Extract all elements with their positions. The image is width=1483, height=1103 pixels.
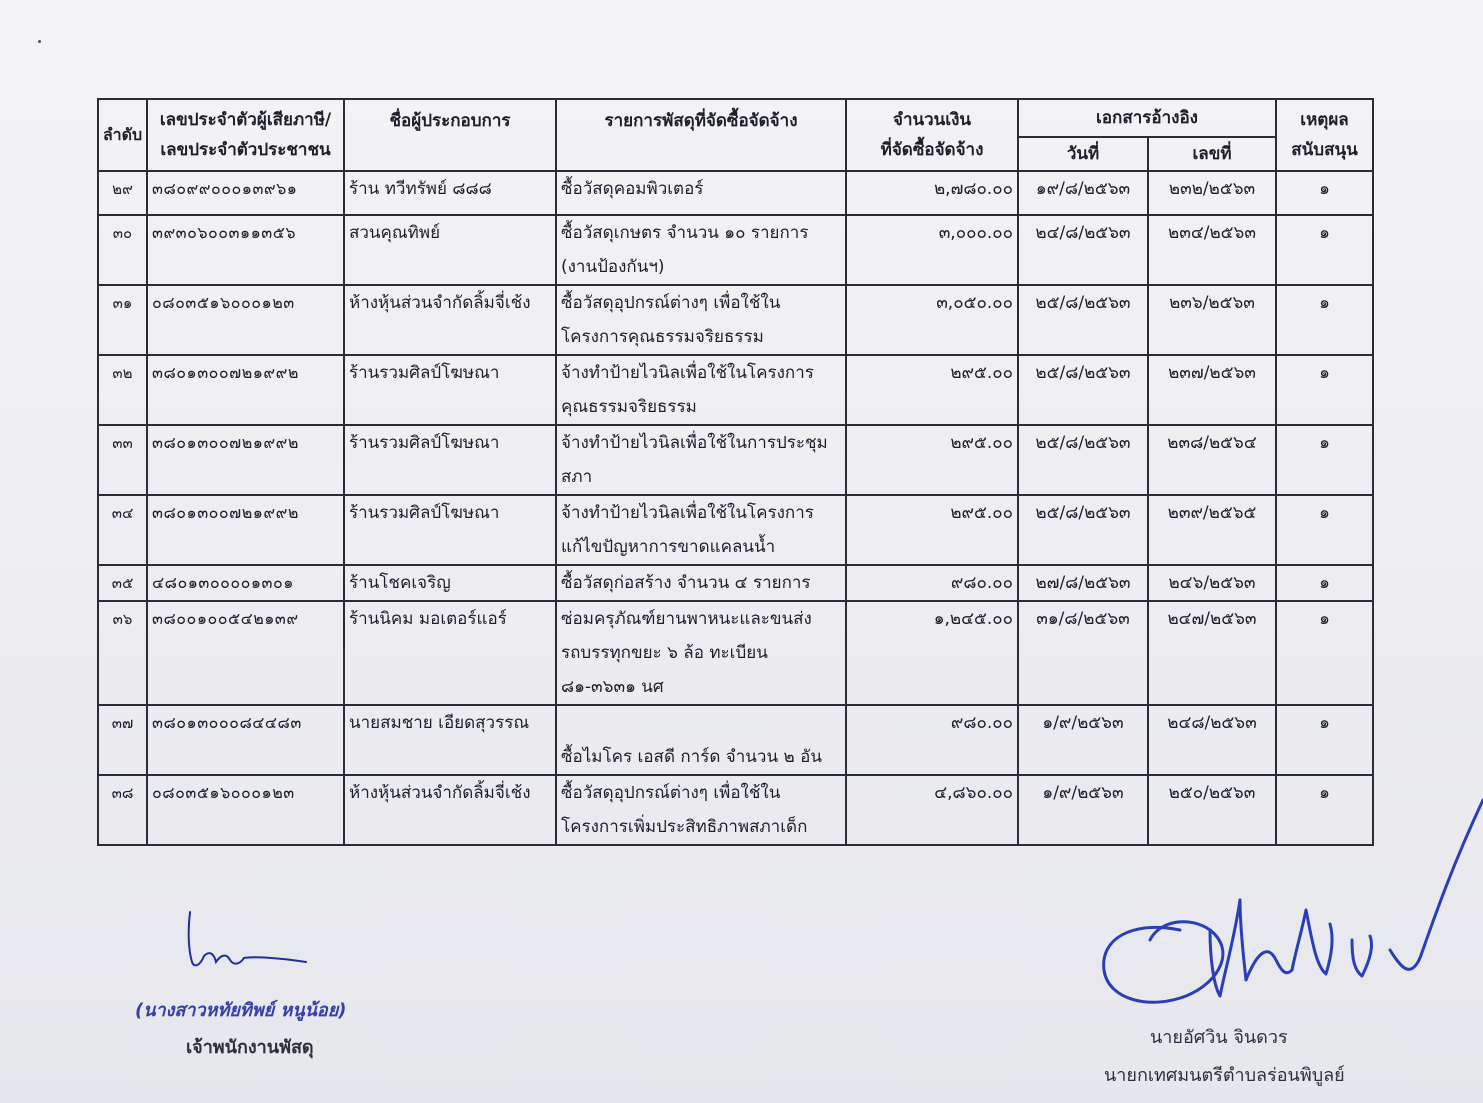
cell-reason: ๑ xyxy=(1276,601,1373,705)
speck-mark xyxy=(38,40,41,43)
cell-tax-id: ๐๘๐๓๕๑๖๐๐๐๑๒๓ xyxy=(147,775,344,845)
header-amount xyxy=(846,99,1018,171)
cell-vendor: ร้านโชคเจริญ xyxy=(344,565,556,601)
cell-reason: ๑ xyxy=(1276,285,1373,355)
cell-vendor: ร้าน ทวีทรัพย์ ๘๘๘ xyxy=(344,171,556,215)
cell-reason: ๑ xyxy=(1276,565,1373,601)
cell-seq: ๓๒ xyxy=(98,355,147,425)
cell-vendor: สวนคุณทิพย์ xyxy=(344,215,556,285)
cell-doc-no: ๒๔๘/๒๕๖๓ xyxy=(1148,705,1276,775)
header-tax-id-line1: เลขประจำตัวผู้เสียภาษี/ xyxy=(159,110,332,130)
cell-reason: ๑ xyxy=(1276,215,1373,285)
header-items: รายการพัสดุที่จัดซื้อจัดจ้าง xyxy=(556,99,846,171)
left-signer-name: (นางสาวหทัยทิพย์ หนูน้อย) xyxy=(135,1000,347,1021)
header-reason xyxy=(1276,99,1373,171)
cell-item xyxy=(556,705,846,775)
procurement-table xyxy=(97,98,1374,846)
cell-seq: ๓๔ xyxy=(98,495,147,565)
item-line: คุณธรรมจริยธรรม xyxy=(561,397,697,417)
cell-vendor: ร้านรวมศิลป์โฆษณา xyxy=(344,425,556,495)
cell-reason: ๑ xyxy=(1276,171,1373,215)
cell-seq: ๓๐ xyxy=(98,215,147,285)
cell-tax-id: ๓๘๐๑๓๐๐๐๘๔๔๘๓ xyxy=(147,705,344,775)
cell-amount: ๔,๘๖๐.๐๐ xyxy=(846,775,1018,845)
cell-item xyxy=(556,601,846,705)
header-reason-line1: เหตุผล xyxy=(1300,110,1349,130)
cell-vendor: ห้างหุ้นส่วนจำกัดลิ้มจี่เช้ง xyxy=(344,775,556,845)
cell-seq: ๓๕ xyxy=(98,565,147,601)
header-amount-line2: ที่จัดซื้อจัดจ้าง xyxy=(880,140,984,160)
cell-vendor: ร้านนิคม มอเตอร์แอร์ xyxy=(344,601,556,705)
table-row xyxy=(98,565,1373,601)
cell-date: ๑/๙/๒๕๖๓ xyxy=(1018,705,1148,775)
cell-seq: ๓๑ xyxy=(98,285,147,355)
table-row xyxy=(98,705,1373,775)
cell-seq: ๓๓ xyxy=(98,425,147,495)
header-seq: ลำดับ xyxy=(98,99,147,171)
item-line: (งานป้องกันฯ) xyxy=(561,257,665,277)
cell-date: ๒๕/๘/๒๕๖๓ xyxy=(1018,355,1148,425)
header-ref: เอกสารอ้างอิง xyxy=(1018,99,1276,137)
cell-date: ๒๔/๘/๒๕๖๓ xyxy=(1018,215,1148,285)
right-signer-title: นายกเทศมนตรีตำบลร่อนพิบูลย์ xyxy=(1104,1065,1345,1086)
cell-date: ๑๙/๘/๒๕๖๓ xyxy=(1018,171,1148,215)
header-amount-line1: จำนวนเงิน xyxy=(892,110,972,130)
cell-vendor: นายสมชาย เอียดสุวรรณ xyxy=(344,705,556,775)
cell-date: ๑/๙/๒๕๖๓ xyxy=(1018,775,1148,845)
header-ref-no: เลขที่ xyxy=(1148,137,1276,171)
cell-item xyxy=(556,171,846,215)
table-row xyxy=(98,171,1373,215)
cell-date: ๒๕/๘/๒๕๖๓ xyxy=(1018,495,1148,565)
cell-date: ๒๕/๘/๒๕๖๓ xyxy=(1018,285,1148,355)
item-line: ๘๑-๓๖๓๑ นศ xyxy=(561,677,664,697)
cell-tax-id: ๐๘๐๓๕๑๖๐๐๐๑๒๓ xyxy=(147,285,344,355)
item-line: ซื้อวัสดุก่อสร้าง จำนวน ๔ รายการ xyxy=(561,573,811,593)
cell-reason: ๑ xyxy=(1276,705,1373,775)
right-signature xyxy=(1090,790,1483,1103)
item-line: ซื้อไมโคร เอสดี การ์ด จำนวน ๒ อัน xyxy=(561,747,822,767)
cell-date: ๒๗/๘/๒๕๖๓ xyxy=(1018,565,1148,601)
cell-tax-id: ๓๘๐๑๓๐๐๗๒๑๙๙๒ xyxy=(147,495,344,565)
table-row xyxy=(98,355,1373,425)
cell-amount: ๒๙๕.๐๐ xyxy=(846,355,1018,425)
header-vendor: ชื่อผู้ประกอบการ xyxy=(344,99,556,171)
header-tax-id xyxy=(147,99,344,171)
cell-doc-no: ๒๓๔/๒๕๖๓ xyxy=(1148,215,1276,285)
cell-doc-no: ๒๓๒/๒๕๖๓ xyxy=(1148,171,1276,215)
table-row xyxy=(98,425,1373,495)
table-row xyxy=(98,601,1373,705)
cell-vendor: ร้านรวมศิลป์โฆษณา xyxy=(344,495,556,565)
item-line: ซื้อวัสดุอุปกรณ์ต่างๆ เพื่อใช้ใน xyxy=(561,783,781,803)
item-line: จ้างทำป้ายไวนิลเพื่อใช้ในโครงการ xyxy=(561,363,814,383)
cell-tax-id: ๓๘๐๙๙๐๐๐๑๓๙๖๑ xyxy=(147,171,344,215)
cell-tax-id: ๔๘๐๑๓๐๐๐๐๑๓๐๑ xyxy=(147,565,344,601)
item-line: ซื้อวัสดุอุปกรณ์ต่างๆ เพื่อใช้ใน xyxy=(561,293,781,313)
cell-reason: ๑ xyxy=(1276,425,1373,495)
cell-amount: ๒๙๕.๐๐ xyxy=(846,495,1018,565)
cell-doc-no: ๒๕๐/๒๕๖๓ xyxy=(1148,775,1276,845)
cell-amount: ๙๘๐.๐๐ xyxy=(846,705,1018,775)
cell-item xyxy=(556,495,846,565)
cell-reason: ๑ xyxy=(1276,355,1373,425)
header-reason-line2: สนับสนุน xyxy=(1291,140,1358,160)
left-signer-title: เจ้าพนักงานพัสดุ xyxy=(186,1037,314,1058)
cell-item xyxy=(556,425,846,495)
item-line: จ้างทำป้ายไวนิลเพื่อใช้ในโครงการ xyxy=(561,503,814,523)
cell-amount: ๓,๐๕๐.๐๐ xyxy=(846,285,1018,355)
cell-item xyxy=(556,285,846,355)
right-signer-name: นายอัศวิน จินดวร xyxy=(1150,1027,1288,1048)
header-tax-id-line2: เลขประจำตัวประชาชน xyxy=(160,140,331,160)
item-line: ซ่อมครุภัณฑ์ยานพาหนะและขนส่ง xyxy=(561,609,812,629)
cell-tax-id: ๓๙๓๐๖๐๐๓๑๑๓๕๖ xyxy=(147,215,344,285)
cell-amount: ๒,๗๘๐.๐๐ xyxy=(846,171,1018,215)
cell-amount: ๒๙๕.๐๐ xyxy=(846,425,1018,495)
cell-item xyxy=(556,565,846,601)
item-line: โครงการคุณธรรมจริยธรรม xyxy=(561,327,764,347)
header-ref-date: วันที่ xyxy=(1018,137,1148,171)
cell-seq: ๒๙ xyxy=(98,171,147,215)
table-row xyxy=(98,215,1373,285)
cell-item xyxy=(556,775,846,845)
cell-doc-no: ๒๓๗/๒๕๖๓ xyxy=(1148,355,1276,425)
cell-amount: ๓,๐๐๐.๐๐ xyxy=(846,215,1018,285)
item-line: ซื้อวัสดุเกษตร จำนวน ๑๐ รายการ xyxy=(561,223,809,243)
cell-tax-id: ๓๘๐๐๑๐๐๕๔๒๑๓๙ xyxy=(147,601,344,705)
item-line: จ้างทำป้ายไวนิลเพื่อใช้ในการประชุม xyxy=(561,433,828,453)
item-line: สภา xyxy=(561,467,593,487)
item-line: รถบรรทุกขยะ ๖ ล้อ ทะเบียน xyxy=(561,643,768,663)
cell-seq: ๓๖ xyxy=(98,601,147,705)
cell-reason: ๑ xyxy=(1276,775,1373,845)
table-row xyxy=(98,495,1373,565)
cell-reason: ๑ xyxy=(1276,495,1373,565)
cell-amount: ๙๘๐.๐๐ xyxy=(846,565,1018,601)
cell-tax-id: ๓๘๐๑๓๐๐๗๒๑๙๙๒ xyxy=(147,355,344,425)
item-line: โครงการเพิ่มประสิทธิภาพสภาเด็ก xyxy=(561,817,808,837)
cell-doc-no: ๒๓๘/๒๕๖๔ xyxy=(1148,425,1276,495)
item-line: แก้ไขปัญหาการขาดแคลนน้ำ xyxy=(561,537,776,557)
item-line xyxy=(561,706,841,740)
cell-seq: ๓๗ xyxy=(98,705,147,775)
cell-item xyxy=(556,215,846,285)
cell-vendor: ห้างหุ้นส่วนจำกัดลิ้มจี่เช้ง xyxy=(344,285,556,355)
cell-tax-id: ๓๘๐๑๓๐๐๗๒๑๙๙๒ xyxy=(147,425,344,495)
table-row xyxy=(98,285,1373,355)
cell-date: ๓๑/๘/๒๕๖๓ xyxy=(1018,601,1148,705)
cell-vendor: ร้านรวมศิลป์โฆษณา xyxy=(344,355,556,425)
cell-doc-no: ๒๓๖/๒๕๖๓ xyxy=(1148,285,1276,355)
cell-doc-no: ๒๔๖/๒๕๖๓ xyxy=(1148,565,1276,601)
cell-item xyxy=(556,355,846,425)
cell-seq: ๓๘ xyxy=(98,775,147,845)
cell-doc-no: ๒๓๙/๒๕๖๕ xyxy=(1148,495,1276,565)
cell-date: ๒๕/๘/๒๕๖๓ xyxy=(1018,425,1148,495)
item-line: ซื้อวัสดุคอมพิวเตอร์ xyxy=(561,179,704,199)
cell-doc-no: ๒๔๗/๒๕๖๓ xyxy=(1148,601,1276,705)
cell-amount: ๑,๒๔๕.๐๐ xyxy=(846,601,1018,705)
